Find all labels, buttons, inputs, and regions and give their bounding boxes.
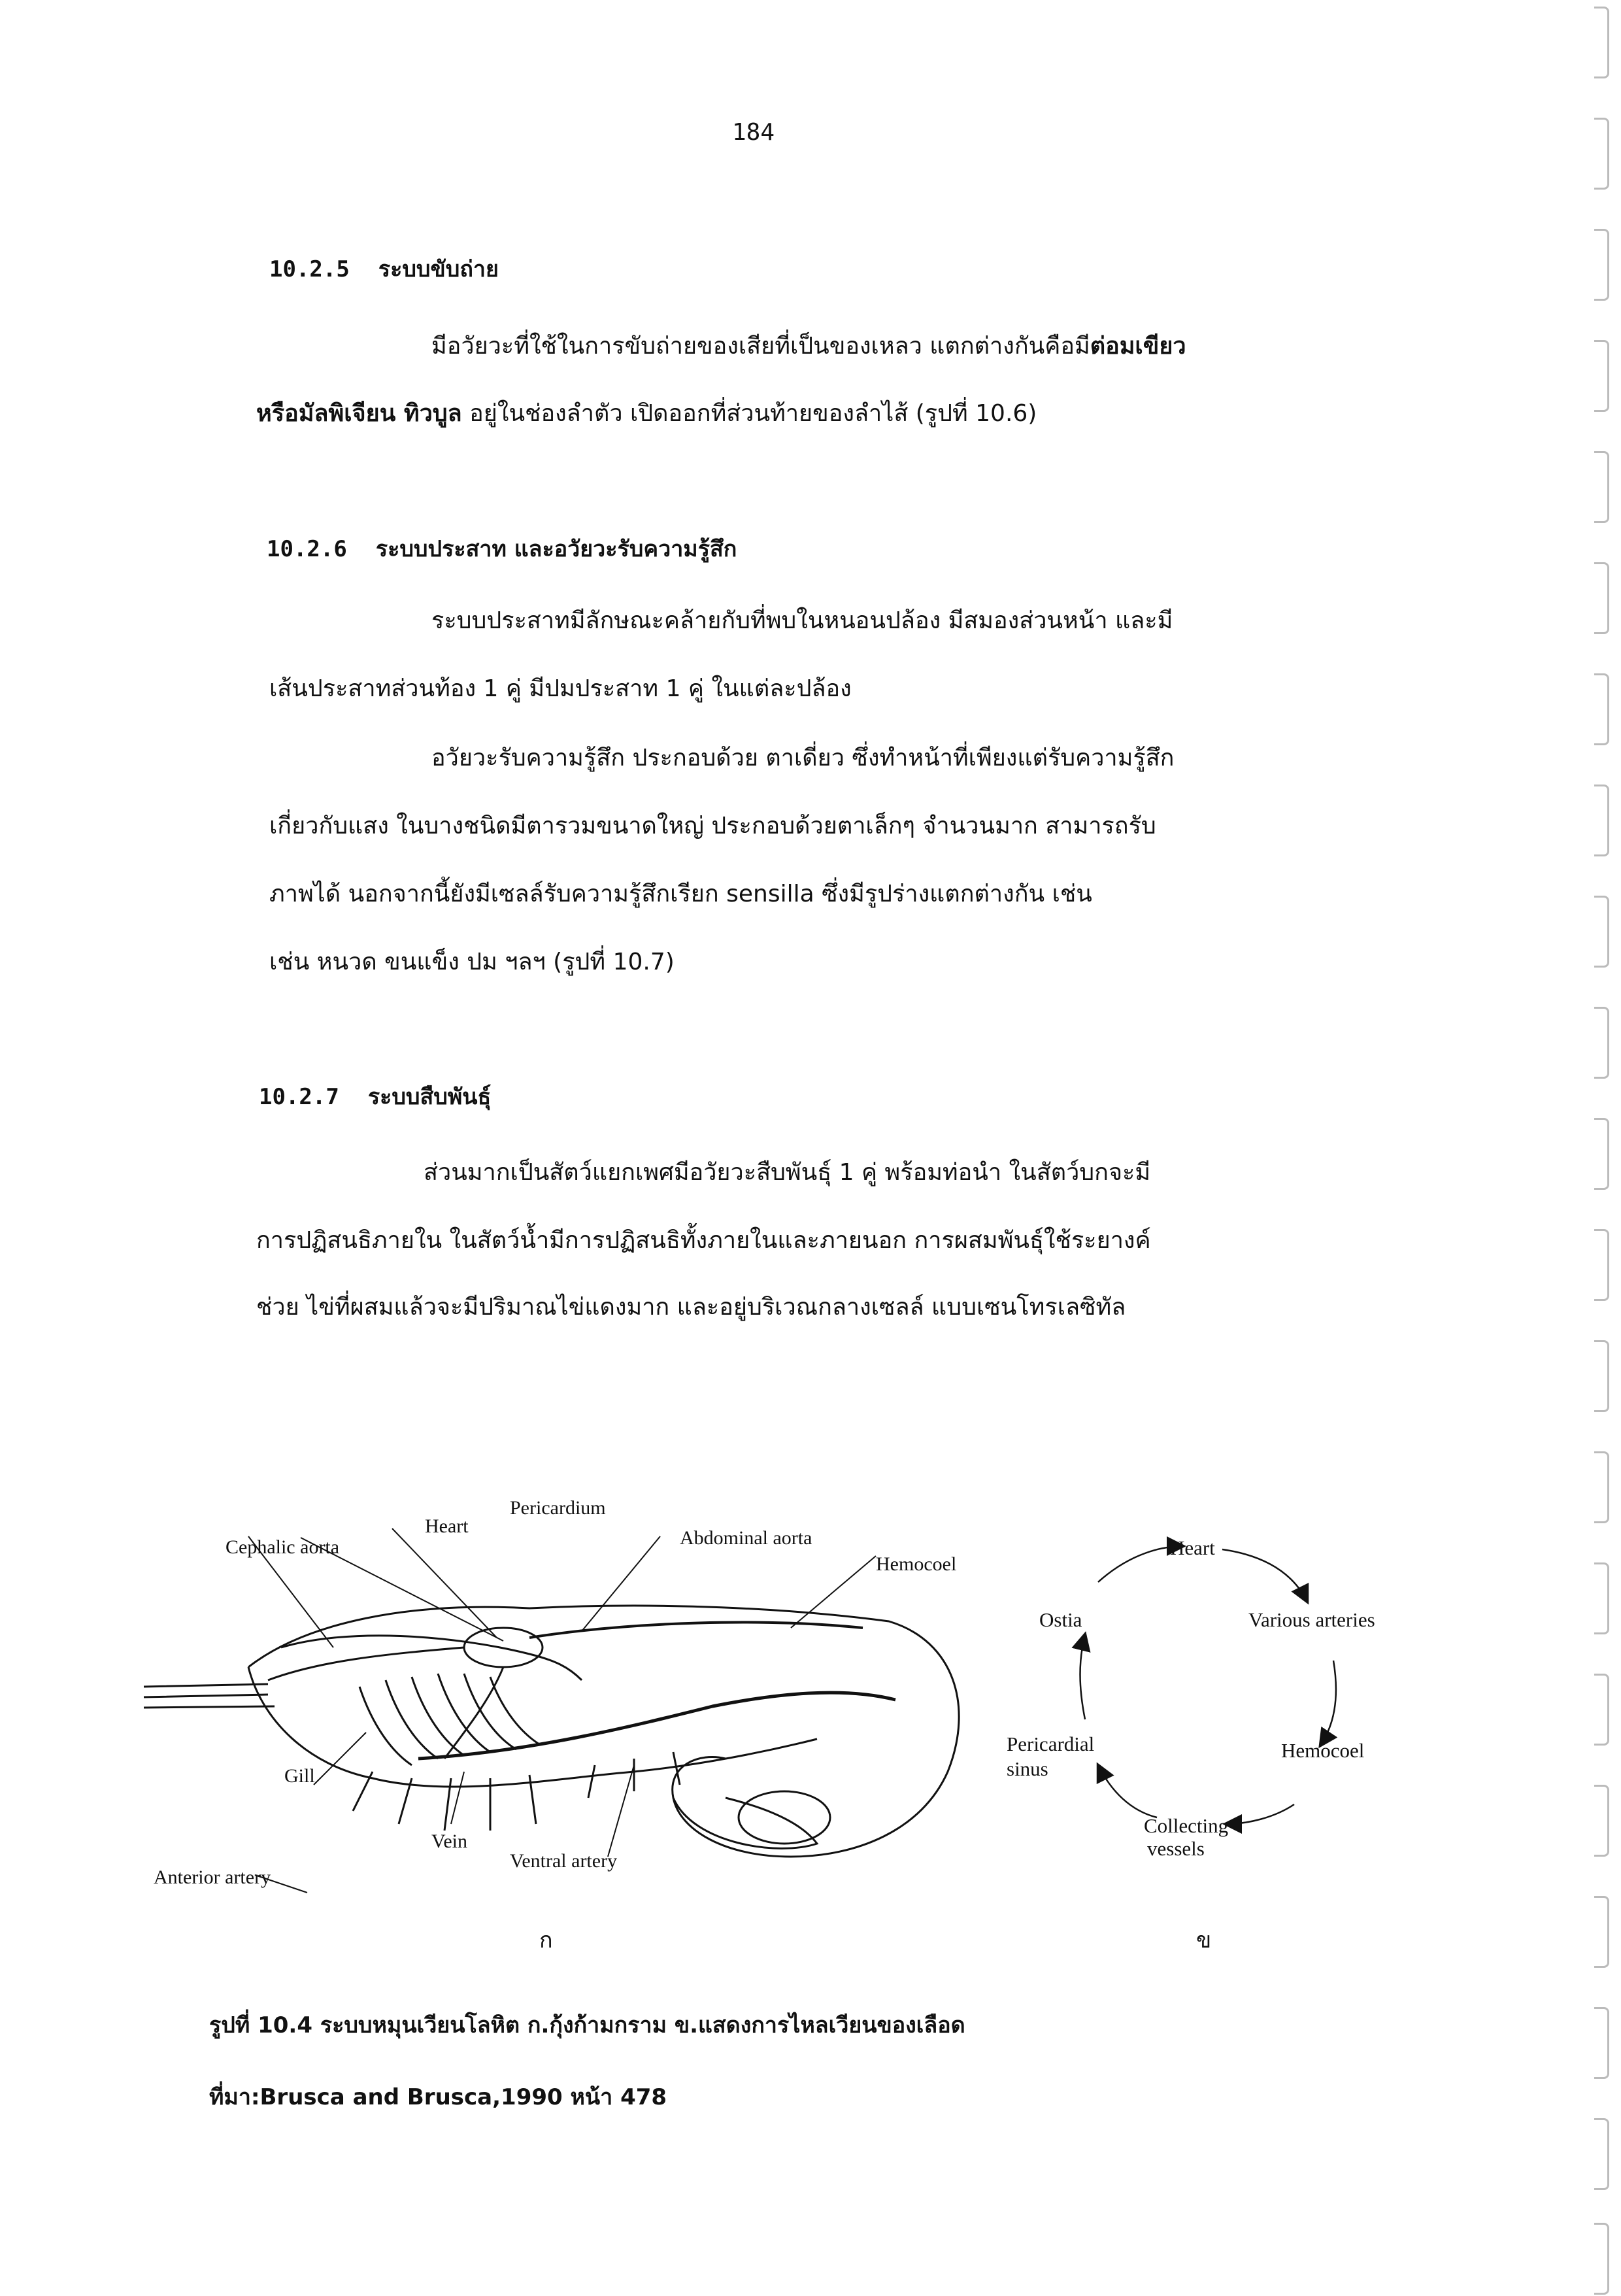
label-hemocoel: Hemocoel [876, 1553, 957, 1575]
label-heart: Heart [425, 1515, 469, 1537]
paragraph-line: อวัยวะรับความรู้สึก ประกอบด้วย ตาเดี่ยว ซึ่งทำหน้าที่เพียงแต่รับความรู้สึก [431, 745, 1175, 771]
section-title: ระบบสืบพันธุ์ [367, 1084, 492, 1110]
cycle-label-sinus: sinus [1007, 1757, 1048, 1780]
cycle-label-pericardial: Pericardial [1007, 1732, 1095, 1755]
sub-label-b: ข [1196, 1927, 1212, 1953]
paragraph-line: ภาพได้ นอกจากนี้ยังมีเซลล์รับความรู้สึกเรียก sensilla ซึ่งมีรูปร่างแตกต่างกัน เช่น [269, 881, 1092, 907]
section-number: 10.2.5 [269, 256, 350, 282]
sub-label-a: ก [539, 1927, 553, 1953]
paragraph-line: ระบบประสาทมีลักษณะคล้ายกับที่พบในหนอนปล้อง มีสมองส่วนหน้า และมี [431, 607, 1173, 634]
paragraph-line [256, 394, 1037, 431]
label-abdominal-aorta: Abdominal aorta [680, 1527, 812, 1549]
cycle-label-hemocoel: Hemocoel [1281, 1739, 1365, 1762]
section-heading-10-2-5 [269, 251, 499, 286]
section-number: 10.2.7 [259, 1084, 339, 1110]
cycle-label-vessels: vessels [1147, 1837, 1205, 1860]
bold-term: ต่อมเขียว [1090, 333, 1186, 360]
paragraph-line: เช่น หนวด ขนแข็ง ปม ฯลฯ (รูปที่ 10.7) [269, 949, 675, 975]
circulatory-figure [137, 1491, 1445, 1953]
figure-caption: รูปที่ 10.4 ระบบหมุนเวียนโลหิต ก.กุ้งก้ามกราม ข.แสดงการไหลเวียนของเลือด [209, 2012, 965, 2038]
label-pericardium: Pericardium [510, 1497, 606, 1519]
section-number: 10.2.6 [267, 536, 347, 562]
paragraph-line: เกี่ยวกับแสง ในบางชนิดมีตารวมขนาดใหญ่ ประกอบด้วยตาเล็กๆ จำนวนมาก สามารถรับ [269, 813, 1156, 839]
section-title: ระบบขับถ่าย [378, 256, 499, 282]
cycle-label-various-arteries: Various arteries [1248, 1608, 1375, 1631]
label-anterior-artery: Anterior artery [154, 1866, 271, 1888]
line-text: อยู่ในช่องลำตัว เปิดออกที่ส่วนท้ายของลำไส้ (รูปที่ 10.6) [461, 400, 1037, 427]
cycle-label-heart: Heart [1170, 1536, 1215, 1559]
section-heading-10-2-6 [267, 531, 737, 566]
cycle-label-ostia: Ostia [1039, 1608, 1082, 1631]
cycle-label-collecting: Collecting [1144, 1814, 1229, 1837]
binding-margin [1582, 0, 1621, 2296]
page-number: 184 [732, 119, 775, 146]
figure-source: ที่มา:Brusca and Brusca,1990 หน้า 478 [209, 2084, 667, 2110]
label-ventral-artery: Ventral artery [510, 1850, 618, 1872]
paragraph-line [431, 327, 1186, 364]
label-vein: Vein [431, 1831, 467, 1852]
bold-term: หรือมัลพิเจียน ทิวบูล [256, 400, 462, 427]
label-gill: Gill [284, 1765, 315, 1787]
section-title: ระบบประสาท และอวัยวะรับความรู้สึก [375, 536, 737, 562]
paragraph-line: เส้นประสาทส่วนท้อง 1 คู่ มีปมประสาท 1 คู่ ในแต่ละปล้อง [269, 675, 852, 702]
paragraph-line: ช่วย ไข่ที่ผสมแล้วจะมีปริมาณไข่แดงมาก และอยู่บริเวณกลางเซลล์ แบบเซนโทรเลซิทัล [256, 1294, 1126, 1321]
paragraph-line: ส่วนมากเป็นสัตว์แยกเพศมีอวัยวะสืบพันธุ์ 1 คู่ พร้อมท่อนำ ในสัตว์บกจะมี [424, 1159, 1151, 1186]
line-text: มีอวัยวะที่ใช้ในการขับถ่ายของเสียที่เป็นของเหลว แตกต่างกันคือมี [431, 333, 1090, 360]
paragraph-line: การปฏิสนธิภายใน ในสัตว์น้ำมีการปฏิสนธิทั้งภายในและภายนอก การผสมพันธุ์ใช้ระยางค์ [256, 1227, 1151, 1254]
section-heading-10-2-7 [259, 1079, 491, 1114]
label-cephalic-aorta: Cephalic aorta [226, 1536, 340, 1558]
